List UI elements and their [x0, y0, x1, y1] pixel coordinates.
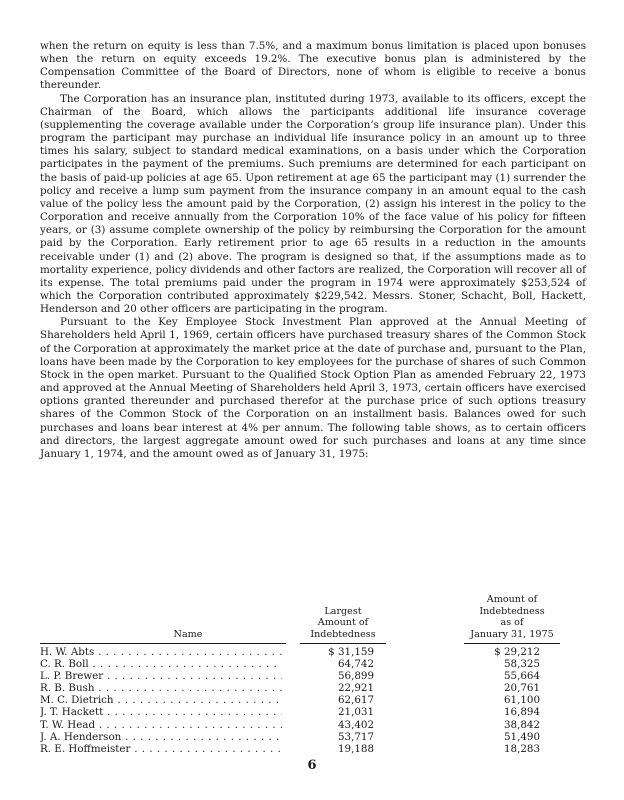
paragraph-stock-plan: Pursuant to the Key Employee Stock Investment Plan approved at the Annual Meeting of Shareholders held April 1, 1969, certain officers have purchased treasury shares of the Common Stock of the Corporation at approximately the market price at the date of purchase and, pursuant to the Plan, loans have been made by the Corporation to key employees for the purchase of shares of such Common Stock in the open market. Pursuant to the Qualified Stock Option Plan as amended February 22, 1973 and approved at the Annual Meeting of Shareholders held April 3, 1973, certain officers have exercised options granted thereunder and purchased therefor at the purchase price of such options treasury shares of the Common Stock of the Corporation on an installment basis. Balances owed for such purchases and loans bear interest at 4% per annum. The following table shows, as to certain officers and directors, the largest aggregate amount owed for such purchases and loans at any time since January 1, 1974, and the amount owed as of January 31, 1975: [40, 316, 586, 460]
largest-amount: $ 31,159 [328, 646, 374, 658]
header-rule [464, 643, 560, 644]
officer-name: L. P. Brewer . . . [40, 670, 282, 682]
table-row [40, 743, 586, 755]
amount-as-of: 18,283 [503, 742, 540, 755]
header-line: Amount of [486, 594, 538, 606]
officer-name: J. T. Hackett . . . [40, 706, 282, 718]
document-body [40, 40, 586, 461]
amount-as-of: 51,490 [503, 730, 540, 743]
largest-amount: 64,742 [337, 658, 374, 671]
page-number: 6 [307, 758, 317, 773]
officer-name: R. B. Bush . . . [40, 682, 282, 694]
largest-amount: 19,188 [337, 742, 374, 755]
table-row [40, 646, 586, 658]
largest-amount: 21,031 [337, 706, 374, 719]
indebtedness-table [40, 584, 586, 755]
largest-amount: 62,617 [337, 694, 374, 707]
header-line: Largest [324, 605, 362, 617]
header-line: Indebtedness [479, 605, 545, 617]
largest-amount: 22,921 [337, 682, 374, 695]
officer-name: H. W. Abts . . . [40, 646, 282, 658]
amount-as-of: 38,842 [503, 718, 540, 731]
amount-as-of: 55,664 [503, 670, 540, 683]
header-line: Indebtedness [310, 628, 376, 640]
table-row [40, 694, 586, 706]
table-row [40, 706, 586, 718]
amount-as-of: $ 29,212 [494, 646, 540, 658]
officer-name: R. E. Hoffmeister . . . [40, 743, 282, 755]
header-name: Name [173, 628, 203, 640]
table-header [40, 584, 586, 644]
table-row [40, 719, 586, 731]
amount-as-of: 61,100 [503, 694, 540, 707]
header-line: Amount of [317, 617, 369, 629]
table-row [40, 658, 586, 670]
table-row [40, 670, 586, 682]
officer-name: J. A. Henderson . . . [40, 731, 282, 743]
officer-name: T. W. Head . . . [40, 719, 282, 731]
header-rule [40, 643, 286, 644]
largest-amount: 56,899 [337, 670, 374, 683]
paragraph-insurance: The Corporation has an insurance plan, instituted during 1973, available to its officers, except the Chairman of the Board, which allows the participants additional life insurance coverage (supplementing the coverage available under the Corporation’s group life insurance plan). Under this program the participant may purchase an individual life insurance policy in an amount up to three times his salary, subject to standard medical examinations, on a basis under which the Corporation participates in the payment of the premiums. Such premiums are determined for each participant on the basis of paid-up policies at age 65. Upon retirement at age 65 the participant may (1) surrender the policy and receive a lump sum payment from the insurance company in an amount equal to the cash value of the policy less the amount paid by the Corporation, (2) assign his interest in the policy to the Corporation and receive annually from the Corporation 10% of the face value of his policy for fifteen years, or (3) assume complete ownership of the policy by reimbursing the Corporation for the amount paid by the Corporation. Early retirement prior to age 65 results in a reduction in the amounts receivable under (1) and (2) above. The program is designed so that, if the assumptions made as to mortality experience, policy dividends and other factors are realized, the Corporation will recover all of its expense. The total premiums paid under the program in 1974 were approximately $253,524 of which the Corporation contributed approximately $229,542. Messrs. Stoner, Schacht, Boll, Hackett, Henderson and 20 other officers are participating in the program. [40, 92, 586, 316]
officer-name: C. R. Boll . . . [40, 658, 282, 670]
header-rule [300, 643, 386, 644]
officer-name: M. C. Dietrich . . . [40, 694, 282, 706]
header-line: January 31, 1975 [470, 628, 554, 640]
amount-as-of: 58,325 [503, 658, 540, 671]
header-amount-as-of [462, 594, 562, 640]
largest-amount: 43,402 [337, 718, 374, 731]
amount-as-of: 16,894 [503, 706, 540, 719]
largest-amount: 53,717 [337, 730, 374, 743]
paragraph-bonus: when the return on equity is less than 7.5%, and a maximum bonus limitation is placed upon bonuses when the return on equity exceeds 19.2%. The executive bonus plan is administered by the Compensation Committee of the Board of Directors, none of whom is eligible to receive a bonus thereunder. [40, 40, 586, 92]
table-row [40, 682, 586, 694]
header-line: as of [500, 617, 524, 629]
amount-as-of: 20,761 [503, 682, 540, 695]
table-row [40, 731, 586, 743]
header-largest-amount [300, 606, 386, 640]
